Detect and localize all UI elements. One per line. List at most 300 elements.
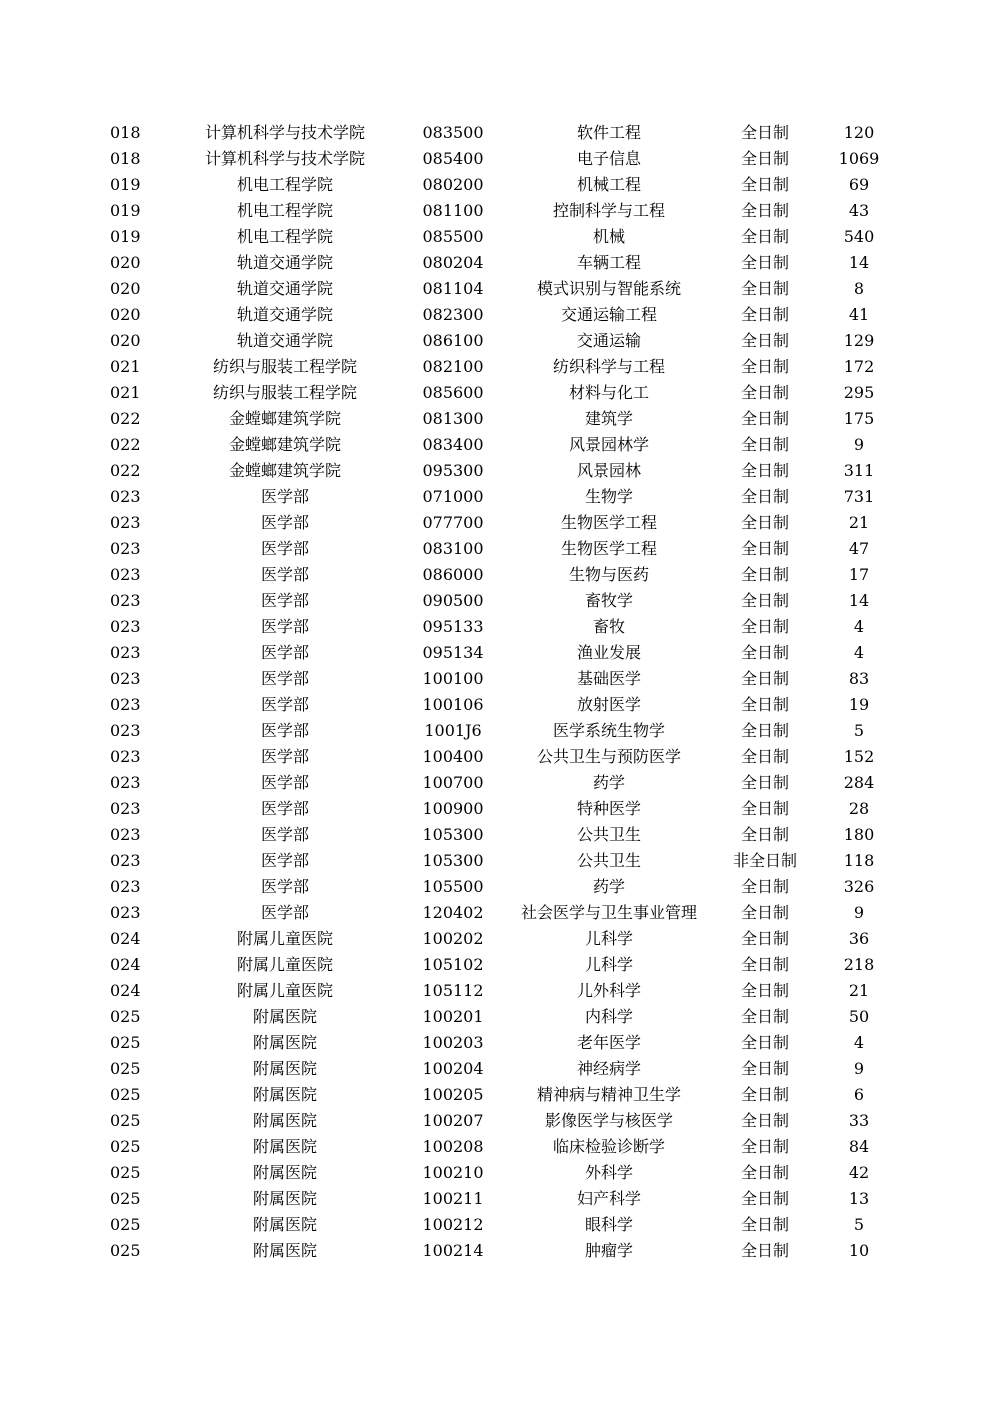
college-code-cell: 025: [110, 1163, 141, 1182]
college-code-cell: 023: [110, 773, 141, 792]
enrollment-count-cell: 19: [848, 695, 870, 714]
major-name-cell: 神经病学: [576, 1059, 641, 1078]
major-name-cell: 材料与化工: [568, 383, 649, 402]
table-row: [0, 224, 992, 250]
study-mode-cell: 全日制: [740, 461, 789, 480]
college-code-cell: 023: [110, 487, 141, 506]
college-name-cell: 医学部: [260, 825, 309, 844]
study-mode-cell: 全日制: [740, 877, 789, 896]
enrollment-count-cell: 9: [853, 903, 865, 922]
college-code-cell: 023: [110, 877, 141, 896]
study-mode-cell: 全日制: [740, 1215, 789, 1234]
table-row: [0, 1082, 992, 1108]
enrollment-count-cell: 129: [843, 331, 875, 350]
major-code-cell: 083400: [422, 435, 484, 454]
major-name-cell: 电子信息: [576, 149, 641, 168]
study-mode-cell: 全日制: [740, 1007, 789, 1026]
table-row: [0, 1160, 992, 1186]
major-code-cell: 100900: [422, 799, 484, 818]
college-name-cell: 金螳螂建筑学院: [228, 409, 341, 428]
major-name-cell: 儿科学: [584, 929, 633, 948]
college-name-cell: 医学部: [260, 539, 309, 558]
enrollment-count-cell: 50: [848, 1007, 870, 1026]
college-code-cell: 023: [110, 643, 141, 662]
table-row: [0, 1056, 992, 1082]
college-name-cell: 附属医院: [252, 1033, 317, 1052]
table-row: [0, 1108, 992, 1134]
major-name-cell: 公共卫生与预防医学: [536, 747, 681, 766]
college-code-cell: 024: [110, 955, 141, 974]
college-code-cell: 023: [110, 591, 141, 610]
study-mode-cell: 全日制: [740, 1189, 789, 1208]
table-row: [0, 536, 992, 562]
table-row: [0, 1238, 992, 1264]
enrollment-count-cell: 5: [853, 1215, 865, 1234]
college-code-cell: 025: [110, 1137, 141, 1156]
study-mode-cell: 全日制: [740, 643, 789, 662]
college-name-cell: 附属医院: [252, 1085, 317, 1104]
major-name-cell: 生物学: [584, 487, 633, 506]
enrollment-count-cell: 1069: [838, 149, 880, 168]
major-name-cell: 老年医学: [576, 1033, 641, 1052]
college-code-cell: 023: [110, 513, 141, 532]
major-code-cell: 082100: [422, 357, 484, 376]
study-mode-cell: 全日制: [740, 565, 789, 584]
major-name-cell: 纺织科学与工程: [552, 357, 665, 376]
college-name-cell: 医学部: [260, 799, 309, 818]
major-name-cell: 药学: [592, 773, 625, 792]
major-code-cell: 095133: [422, 617, 484, 636]
study-mode-cell: 全日制: [740, 1033, 789, 1052]
major-code-cell: 090500: [422, 591, 484, 610]
college-code-cell: 025: [110, 1215, 141, 1234]
table-row: [0, 562, 992, 588]
major-name-cell: 交通运输工程: [560, 305, 657, 324]
study-mode-cell: 全日制: [740, 305, 789, 324]
table-row: [0, 458, 992, 484]
college-code-cell: 023: [110, 539, 141, 558]
college-code-cell: 023: [110, 799, 141, 818]
major-name-cell: 临床检验诊断学: [552, 1137, 665, 1156]
college-name-cell: 附属医院: [252, 1241, 317, 1260]
college-name-cell: 附属医院: [252, 1137, 317, 1156]
major-code-cell: 085400: [422, 149, 484, 168]
major-name-cell: 风景园林: [576, 461, 641, 480]
major-name-cell: 内科学: [584, 1007, 633, 1026]
enrollment-count-cell: 17: [848, 565, 870, 584]
major-name-cell: 风景园林学: [568, 435, 649, 454]
major-name-cell: 畜牧: [592, 617, 625, 636]
college-name-cell: 纺织与服装工程学院: [212, 383, 357, 402]
enrollment-count-cell: 311: [843, 461, 875, 480]
college-code-cell: 018: [110, 123, 141, 142]
major-name-cell: 车辆工程: [576, 253, 641, 272]
college-code-cell: 025: [110, 1007, 141, 1026]
college-code-cell: 025: [110, 1189, 141, 1208]
enrollment-count-cell: 13: [848, 1189, 870, 1208]
major-code-cell: 080204: [422, 253, 484, 272]
enrollment-count-cell: 5: [853, 721, 865, 740]
table-row: [0, 900, 992, 926]
college-name-cell: 附属儿童医院: [236, 955, 333, 974]
study-mode-cell: 全日制: [740, 149, 789, 168]
study-mode-cell: 全日制: [740, 981, 789, 1000]
major-name-cell: 社会医学与卫生事业管理: [520, 903, 697, 922]
major-code-cell: 081104: [422, 279, 484, 298]
college-code-cell: 022: [110, 409, 141, 428]
table-row: [0, 692, 992, 718]
table-row: [0, 926, 992, 952]
college-name-cell: 机电工程学院: [236, 175, 333, 194]
study-mode-cell: 全日制: [740, 383, 789, 402]
major-name-cell: 肿瘤学: [584, 1241, 633, 1260]
college-name-cell: 机电工程学院: [236, 201, 333, 220]
major-name-cell: 公共卫生: [576, 851, 641, 870]
college-code-cell: 023: [110, 721, 141, 740]
major-code-cell: 100201: [422, 1007, 484, 1026]
study-mode-cell: 全日制: [740, 617, 789, 636]
enrollment-count-cell: 14: [848, 591, 870, 610]
enrollment-count-cell: 284: [843, 773, 875, 792]
college-name-cell: 附属医院: [252, 1163, 317, 1182]
major-code-cell: 100208: [422, 1137, 484, 1156]
major-name-cell: 基础医学: [576, 669, 641, 688]
enrollment-count-cell: 4: [853, 643, 865, 662]
college-name-cell: 医学部: [260, 851, 309, 870]
major-name-cell: 软件工程: [576, 123, 641, 142]
enrollment-count-cell: 8: [853, 279, 865, 298]
college-name-cell: 医学部: [260, 877, 309, 896]
table-row: [0, 796, 992, 822]
college-name-cell: 医学部: [260, 617, 309, 636]
college-code-cell: 019: [110, 227, 141, 246]
major-code-cell: 100204: [422, 1059, 484, 1078]
enrollment-count-cell: 84: [848, 1137, 870, 1156]
enrollment-count-cell: 540: [843, 227, 875, 246]
table-row: [0, 588, 992, 614]
enrollment-count-cell: 326: [843, 877, 875, 896]
major-name-cell: 儿科学: [584, 955, 633, 974]
study-mode-cell: 全日制: [740, 825, 789, 844]
college-code-cell: 023: [110, 695, 141, 714]
study-mode-cell: 全日制: [740, 955, 789, 974]
major-name-cell: 放射医学: [576, 695, 641, 714]
college-code-cell: 023: [110, 669, 141, 688]
college-name-cell: 医学部: [260, 669, 309, 688]
major-code-cell: 100106: [422, 695, 484, 714]
study-mode-cell: 非全日制: [732, 851, 797, 870]
college-name-cell: 轨道交通学院: [236, 331, 333, 350]
table-row: [0, 978, 992, 1004]
study-mode-cell: 全日制: [740, 331, 789, 350]
study-mode-cell: 全日制: [740, 1241, 789, 1260]
enrollment-count-cell: 69: [848, 175, 870, 194]
college-name-cell: 医学部: [260, 747, 309, 766]
enrollment-count-cell: 28: [848, 799, 870, 818]
college-code-cell: 021: [110, 383, 141, 402]
study-mode-cell: 全日制: [740, 903, 789, 922]
major-code-cell: 077700: [422, 513, 484, 532]
college-name-cell: 机电工程学院: [236, 227, 333, 246]
major-code-cell: 085600: [422, 383, 484, 402]
major-code-cell: 100214: [422, 1241, 484, 1260]
college-code-cell: 025: [110, 1085, 141, 1104]
major-name-cell: 外科学: [584, 1163, 633, 1182]
college-code-cell: 023: [110, 903, 141, 922]
study-mode-cell: 全日制: [740, 253, 789, 272]
table-row: [0, 1030, 992, 1056]
major-code-cell: 105500: [422, 877, 484, 896]
enrollment-count-cell: 83: [848, 669, 870, 688]
major-code-cell: 071000: [422, 487, 484, 506]
college-name-cell: 轨道交通学院: [236, 305, 333, 324]
major-name-cell: 模式识别与智能系统: [536, 279, 681, 298]
college-code-cell: 020: [110, 305, 141, 324]
table-row: [0, 874, 992, 900]
college-code-cell: 020: [110, 279, 141, 298]
major-code-cell: 100100: [422, 669, 484, 688]
enrollment-table: [0, 120, 992, 1264]
table-row: [0, 328, 992, 354]
college-name-cell: 附属儿童医院: [236, 929, 333, 948]
enrollment-count-cell: 42: [848, 1163, 870, 1182]
major-code-cell: 120402: [422, 903, 484, 922]
major-code-cell: 105102: [422, 955, 484, 974]
enrollment-count-cell: 172: [843, 357, 875, 376]
table-row: [0, 770, 992, 796]
enrollment-count-cell: 43: [848, 201, 870, 220]
major-name-cell: 公共卫生: [576, 825, 641, 844]
table-row: [0, 276, 992, 302]
table-row: [0, 744, 992, 770]
table-row: [0, 510, 992, 536]
study-mode-cell: 全日制: [740, 539, 789, 558]
major-name-cell: 生物与医药: [568, 565, 649, 584]
enrollment-count-cell: 10: [848, 1241, 870, 1260]
study-mode-cell: 全日制: [740, 513, 789, 532]
enrollment-count-cell: 180: [843, 825, 875, 844]
college-name-cell: 医学部: [260, 773, 309, 792]
enrollment-count-cell: 4: [853, 617, 865, 636]
major-code-cell: 086100: [422, 331, 484, 350]
study-mode-cell: 全日制: [740, 669, 789, 688]
study-mode-cell: 全日制: [740, 487, 789, 506]
table-row: [0, 302, 992, 328]
college-name-cell: 医学部: [260, 721, 309, 740]
table-row: [0, 432, 992, 458]
major-name-cell: 儿外科学: [576, 981, 641, 1000]
enrollment-count-cell: 9: [853, 1059, 865, 1078]
study-mode-cell: 全日制: [740, 799, 789, 818]
college-code-cell: 018: [110, 149, 141, 168]
enrollment-count-cell: 21: [848, 513, 870, 532]
major-code-cell: 100211: [422, 1189, 484, 1208]
study-mode-cell: 全日制: [740, 929, 789, 948]
enrollment-count-cell: 218: [843, 955, 875, 974]
study-mode-cell: 全日制: [740, 227, 789, 246]
college-code-cell: 022: [110, 435, 141, 454]
college-code-cell: 025: [110, 1111, 141, 1130]
table-row: [0, 172, 992, 198]
major-code-cell: 081100: [422, 201, 484, 220]
major-code-cell: 080200: [422, 175, 484, 194]
major-code-cell: 105300: [422, 851, 484, 870]
college-code-cell: 023: [110, 851, 141, 870]
enrollment-count-cell: 41: [848, 305, 870, 324]
major-name-cell: 交通运输: [576, 331, 641, 350]
college-code-cell: 025: [110, 1059, 141, 1078]
table-row: [0, 120, 992, 146]
table-row: [0, 146, 992, 172]
enrollment-count-cell: 33: [848, 1111, 870, 1130]
major-code-cell: 105300: [422, 825, 484, 844]
college-name-cell: 医学部: [260, 695, 309, 714]
table-row: [0, 718, 992, 744]
major-name-cell: 医学系统生物学: [552, 721, 665, 740]
major-name-cell: 眼科学: [584, 1215, 633, 1234]
table-row: [0, 406, 992, 432]
college-code-cell: 022: [110, 461, 141, 480]
major-code-cell: 085500: [422, 227, 484, 246]
study-mode-cell: 全日制: [740, 695, 789, 714]
major-name-cell: 生物医学工程: [560, 539, 657, 558]
enrollment-count-cell: 118: [843, 851, 875, 870]
table-row: [0, 614, 992, 640]
major-name-cell: 控制科学与工程: [552, 201, 665, 220]
table-row: [0, 1004, 992, 1030]
college-code-cell: 019: [110, 175, 141, 194]
major-code-cell: 1001J6: [424, 721, 482, 740]
college-code-cell: 025: [110, 1033, 141, 1052]
table-row: [0, 848, 992, 874]
study-mode-cell: 全日制: [740, 1085, 789, 1104]
study-mode-cell: 全日制: [740, 357, 789, 376]
major-name-cell: 建筑学: [584, 409, 633, 428]
study-mode-cell: 全日制: [740, 175, 789, 194]
major-code-cell: 100212: [422, 1215, 484, 1234]
college-name-cell: 医学部: [260, 591, 309, 610]
study-mode-cell: 全日制: [740, 1111, 789, 1130]
college-name-cell: 金螳螂建筑学院: [228, 435, 341, 454]
major-code-cell: 082300: [422, 305, 484, 324]
major-code-cell: 083100: [422, 539, 484, 558]
college-name-cell: 附属医院: [252, 1059, 317, 1078]
study-mode-cell: 全日制: [740, 1137, 789, 1156]
table-row: [0, 484, 992, 510]
table-row: [0, 1186, 992, 1212]
major-code-cell: 081300: [422, 409, 484, 428]
study-mode-cell: 全日制: [740, 591, 789, 610]
table-row: [0, 1134, 992, 1160]
college-code-cell: 020: [110, 331, 141, 350]
college-name-cell: 轨道交通学院: [236, 253, 333, 272]
major-code-cell: 100700: [422, 773, 484, 792]
college-code-cell: 023: [110, 617, 141, 636]
college-name-cell: 医学部: [260, 903, 309, 922]
college-name-cell: 附属医院: [252, 1111, 317, 1130]
college-name-cell: 附属医院: [252, 1215, 317, 1234]
enrollment-count-cell: 36: [848, 929, 870, 948]
college-code-cell: 024: [110, 981, 141, 1000]
major-name-cell: 妇产科学: [576, 1189, 641, 1208]
table-row: [0, 822, 992, 848]
study-mode-cell: 全日制: [740, 1059, 789, 1078]
enrollment-count-cell: 21: [848, 981, 870, 1000]
study-mode-cell: 全日制: [740, 1163, 789, 1182]
enrollment-count-cell: 14: [848, 253, 870, 272]
college-code-cell: 019: [110, 201, 141, 220]
major-code-cell: 100400: [422, 747, 484, 766]
table-row: [0, 640, 992, 666]
enrollment-count-cell: 9: [853, 435, 865, 454]
major-code-cell: 100203: [422, 1033, 484, 1052]
major-name-cell: 药学: [592, 877, 625, 896]
study-mode-cell: 全日制: [740, 773, 789, 792]
major-name-cell: 畜牧学: [584, 591, 633, 610]
major-code-cell: 083500: [422, 123, 484, 142]
major-code-cell: 095300: [422, 461, 484, 480]
major-code-cell: 100205: [422, 1085, 484, 1104]
study-mode-cell: 全日制: [740, 409, 789, 428]
table-row: [0, 666, 992, 692]
college-name-cell: 医学部: [260, 513, 309, 532]
major-name-cell: 影像医学与核医学: [544, 1111, 673, 1130]
enrollment-count-cell: 731: [843, 487, 875, 506]
major-name-cell: 精神病与精神卫生学: [536, 1085, 681, 1104]
college-name-cell: 医学部: [260, 565, 309, 584]
major-code-cell: 095134: [422, 643, 484, 662]
college-code-cell: 023: [110, 565, 141, 584]
college-name-cell: 计算机科学与技术学院: [204, 149, 365, 168]
enrollment-count-cell: 4: [853, 1033, 865, 1052]
college-name-cell: 金螳螂建筑学院: [228, 461, 341, 480]
enrollment-count-cell: 175: [843, 409, 875, 428]
college-name-cell: 附属儿童医院: [236, 981, 333, 1000]
enrollment-count-cell: 47: [848, 539, 870, 558]
major-code-cell: 105112: [422, 981, 484, 1000]
college-code-cell: 020: [110, 253, 141, 272]
table-row: [0, 354, 992, 380]
college-code-cell: 023: [110, 747, 141, 766]
table-row: [0, 952, 992, 978]
college-name-cell: 计算机科学与技术学院: [204, 123, 365, 142]
enrollment-count-cell: 295: [843, 383, 875, 402]
enrollment-count-cell: 120: [843, 123, 875, 142]
table-row: [0, 250, 992, 276]
college-code-cell: 021: [110, 357, 141, 376]
college-name-cell: 医学部: [260, 487, 309, 506]
major-name-cell: 渔业发展: [576, 643, 641, 662]
table-row: [0, 198, 992, 224]
major-code-cell: 100210: [422, 1163, 484, 1182]
study-mode-cell: 全日制: [740, 721, 789, 740]
major-name-cell: 机械工程: [576, 175, 641, 194]
college-code-cell: 023: [110, 825, 141, 844]
table-row: [0, 1212, 992, 1238]
study-mode-cell: 全日制: [740, 279, 789, 298]
study-mode-cell: 全日制: [740, 435, 789, 454]
major-name-cell: 生物医学工程: [560, 513, 657, 532]
major-code-cell: 100207: [422, 1111, 484, 1130]
study-mode-cell: 全日制: [740, 747, 789, 766]
college-name-cell: 纺织与服装工程学院: [212, 357, 357, 376]
major-name-cell: 机械: [592, 227, 625, 246]
enrollment-count-cell: 152: [843, 747, 875, 766]
enrollment-count-cell: 6: [853, 1085, 865, 1104]
table-row: [0, 380, 992, 406]
college-name-cell: 附属医院: [252, 1189, 317, 1208]
major-code-cell: 100202: [422, 929, 484, 948]
